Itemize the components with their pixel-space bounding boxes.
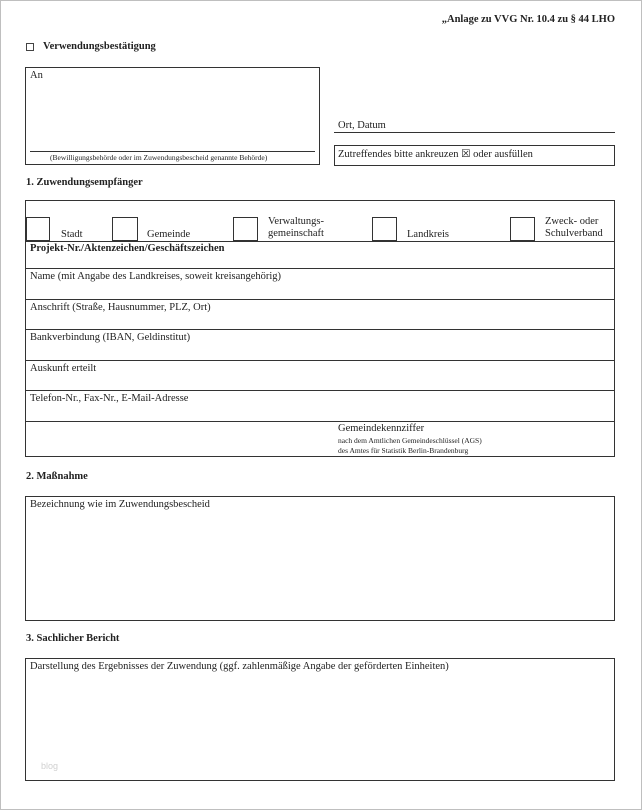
address-field-label: Anschrift (Straße, Hausnummer, PLZ, Ort) [30, 302, 211, 313]
option-stadt: Stadt [61, 229, 83, 240]
measure-field[interactable] [25, 496, 615, 621]
row-divider [26, 241, 614, 242]
row-divider [26, 421, 614, 422]
row-divider [26, 360, 614, 361]
project-number-label: Projekt-Nr./Aktenzeichen/Geschäftszeichen [30, 243, 225, 254]
row-divider [26, 329, 614, 330]
checkbox-landkreis[interactable] [372, 217, 397, 241]
municipality-code-note2: des Amtes für Statistik Berlin-Brandenburg [338, 446, 469, 455]
address-label: An [30, 70, 43, 81]
bank-field-label: Bankverbindung (IBAN, Geldinstitut) [30, 332, 191, 343]
section1-heading: 1. Zuwendungsempfänger [26, 177, 143, 188]
section3-heading: 3. Sachlicher Bericht [26, 633, 120, 644]
option-gemeinde: Gemeinde [147, 229, 191, 240]
form-title: Verwendungsbestätigung [43, 41, 156, 52]
report-field-label: Darstellung des Ergebnisses der Zuwendung (ggf. zahlenmäßige Angabe der geförderten Einheiten) [30, 661, 449, 672]
annex-reference: „Anlage zu VVG Nr. 10.4 zu § 44 LHO [441, 14, 615, 25]
municipality-code-label: Gemeindekennziffer [338, 423, 425, 434]
place-date-line[interactable] [334, 132, 615, 133]
checkbox-gemeinde[interactable] [112, 217, 138, 241]
row-divider [26, 299, 614, 300]
checkbox-stadt[interactable] [26, 217, 50, 241]
municipality-code-note1: nach dem Amtlichen Gemeindeschlüssel (AGS) [338, 436, 482, 445]
recipient-address-box[interactable] [25, 67, 320, 165]
recipient-table [25, 200, 615, 457]
instruction-text: Zutreffendes bitte ankreuzen ☒ oder ausfüllen [338, 149, 533, 160]
phone-email-label: Telefon-Nr., Fax-Nr., E-Mail-Adresse [30, 393, 189, 404]
row-divider [26, 390, 614, 391]
address-signature-line [30, 151, 315, 152]
name-field-label: Name (mit Angabe des Landkreises, soweit kreisangehörig) [30, 271, 282, 282]
checkbox-zweckverband[interactable] [510, 217, 535, 241]
contact-person-label: Auskunft erteilt [30, 363, 97, 374]
section2-heading: 2. Maßnahme [26, 471, 88, 482]
option-landkreis: Landkreis [407, 229, 449, 240]
place-date-label: Ort, Datum [338, 120, 386, 131]
watermark: blog [41, 761, 59, 771]
option-zweckverband: Zweck- oder Schulverband [545, 216, 603, 240]
title-checkbox[interactable] [26, 43, 34, 51]
measure-field-label: Bezeichnung wie im Zuwendungsbescheid [30, 499, 210, 510]
row-divider [26, 268, 614, 269]
option-verwaltungsgemeinschaft: Verwaltungs- gemeinschaft [268, 216, 324, 240]
address-caption: (Bewilligungsbehörde oder im Zuwendungsbescheid genannte Behörde) [50, 153, 268, 162]
instruction-box [334, 145, 615, 166]
report-field[interactable] [25, 658, 615, 781]
checkbox-verwaltungsgemeinschaft[interactable] [233, 217, 258, 241]
